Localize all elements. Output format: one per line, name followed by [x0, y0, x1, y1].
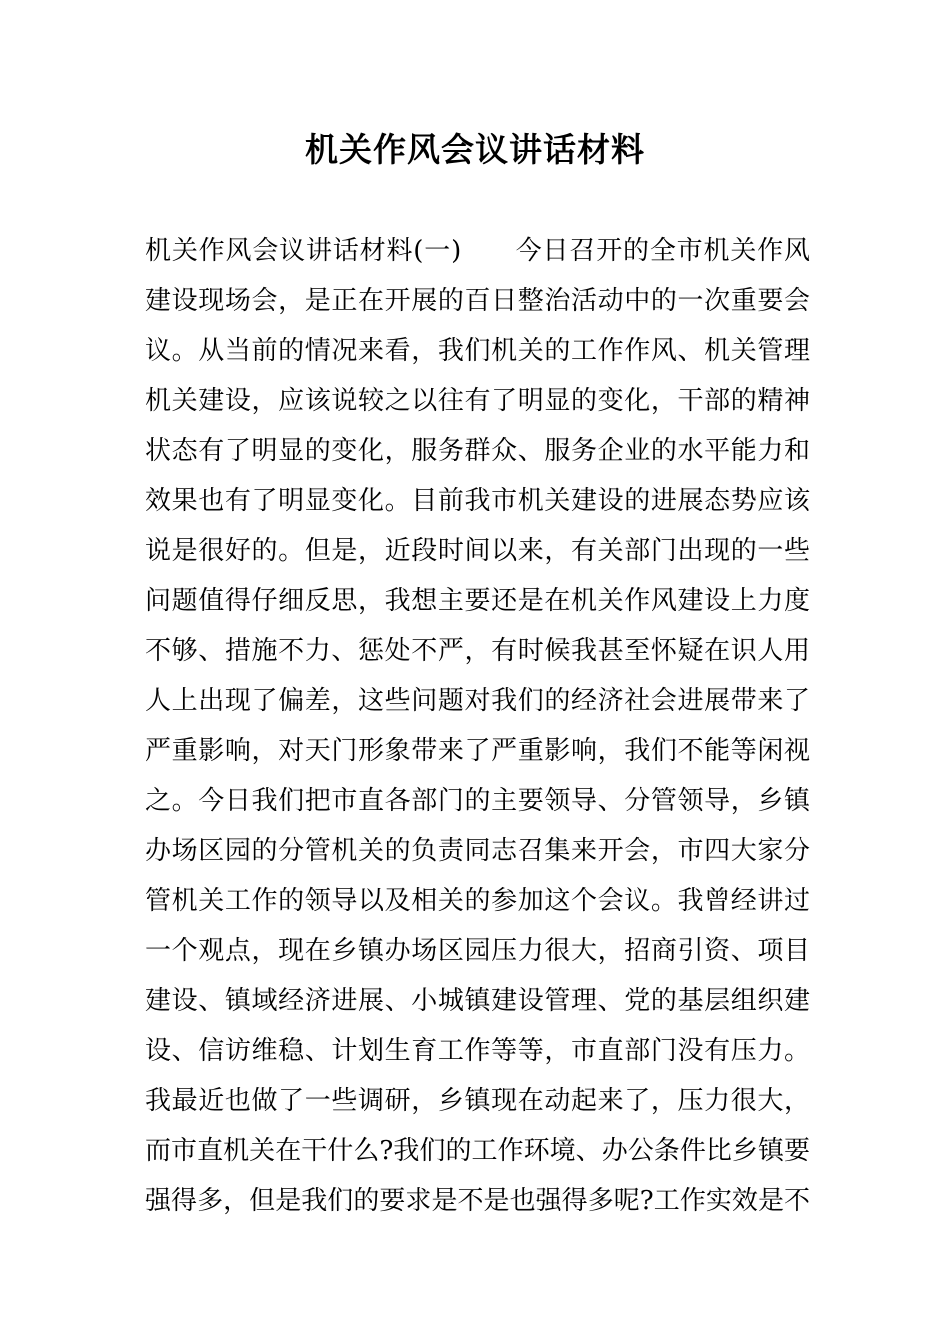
- body-line: 机关建设，应该说较之以往有了明显的变化，干部的精神: [145, 386, 810, 416]
- body-line: 状态有了明显的变化，服务群众、服务企业的水平能力和: [145, 436, 810, 466]
- body-line: 之。今日我们把市直各部门的主要领导、分管领导，乡镇: [145, 786, 810, 816]
- body-line: 机关作风会议讲话材料(一) 今日召开的全市机关作风: [145, 236, 810, 266]
- body-line: 而市直机关在干什么?我们的工作环境、办公条件比乡镇要: [145, 1136, 810, 1166]
- document-title: 机关作风会议讲话材料: [305, 130, 645, 169]
- body-line: 我最近也做了一些调研，乡镇现在动起来了，压力很大，: [145, 1086, 810, 1116]
- body-line: 强得多，但是我们的要求是不是也强得多呢?工作实效是不: [145, 1186, 810, 1216]
- body-line: 管机关工作的领导以及相关的参加这个会议。我曾经讲过: [145, 886, 810, 916]
- body-line: 议。从当前的情况来看，我们机关的工作作风、机关管理: [145, 336, 810, 366]
- body-line: 一个观点，现在乡镇办场区园压力很大，招商引资、项目: [145, 936, 810, 966]
- body-line: 建设、镇域经济进展、小城镇建设管理、党的基层组织建: [145, 986, 810, 1016]
- body-line: 建设现场会，是正在开展的百日整治活动中的一次重要会: [145, 286, 810, 316]
- body-line: 办场区园的分管机关的负责同志召集来开会，市四大家分: [145, 836, 810, 866]
- body-line: 人上出现了偏差，这些问题对我们的经济社会进展带来了: [145, 686, 810, 716]
- body-line: 问题值得仔细反思，我想主要还是在机关作风建设上力度: [145, 586, 810, 616]
- body-line: 不够、措施不力、惩处不严，有时候我甚至怀疑在识人用: [145, 636, 810, 666]
- document-body: [145, 226, 810, 1226]
- body-line: 严重影响，对天门形象带来了严重影响，我们不能等闲视: [145, 736, 810, 766]
- body-line: 说是很好的。但是，近段时间以来，有关部门出现的一些: [145, 536, 810, 566]
- body-line: 设、信访维稳、计划生育工作等等，市直部门没有压力。: [145, 1036, 810, 1066]
- body-line: 效果也有了明显变化。目前我市机关建设的进展态势应该: [145, 486, 810, 516]
